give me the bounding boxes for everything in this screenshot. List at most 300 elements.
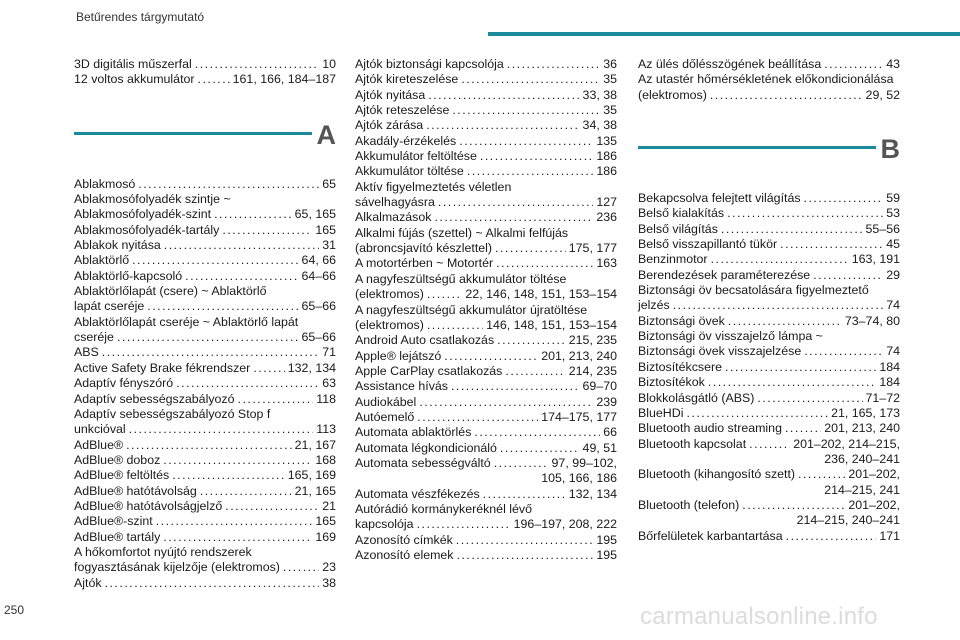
index-entry [74,361,336,376]
index-entry-row [355,118,617,133]
index-entry-page: 169 [315,529,336,544]
dot-leader [727,206,883,221]
index-entry [355,441,617,456]
dot-leader [496,256,593,271]
dot-leader [163,453,312,468]
index-entry-label: (elektromos) [355,317,424,332]
dot-leader [495,241,566,256]
index-entry-label: Bluetooth (telefon) [638,497,740,512]
dot-leader [721,222,863,237]
index-entry-label: Bluetooth (kihangosító szett) [638,467,796,482]
index-entry-page: 38 [322,575,336,590]
dot-leader [461,72,600,87]
dot-leader [708,375,877,390]
dot-leader [105,576,320,591]
index-entry-line: A nagyfeszültségű akkumulátor töltése [355,271,567,286]
index-entry-label: Benzinmotor [638,252,708,267]
index-entry-row [638,57,900,72]
index-entry-row [638,375,900,390]
index-entry-line: Az utastér hőmérsékletének előkondicionálása [638,72,894,87]
dot-leader [497,333,566,348]
index-entry [355,333,617,348]
index-entry [74,238,336,253]
index-entry-page: 174–175, 177 [541,409,617,424]
index-entry [74,576,336,591]
index-entry [638,406,900,421]
index-entry-page: 132, 134 [568,486,617,501]
index-entry-label: Automata vészfékezés [355,486,480,501]
index-entry-label: Akadály-érzékelés [355,133,457,148]
index-entry-page: 118 [316,391,336,406]
index-entry [355,410,617,425]
index-entry-row [74,530,336,545]
index-entry-line: Aktív figyelmeztetés véletlen [355,179,512,194]
index-entry-label: Ajtók kireteszelése [355,72,459,87]
dot-leader [459,134,593,149]
dot-leader [427,318,483,333]
dot-leader [780,237,883,252]
index-entry [355,210,617,225]
index-entry-label: fogyasztásának kijelzője (elektromos) [74,560,280,575]
dot-leader [138,177,319,192]
dot-leader [444,349,538,364]
index-entry [74,392,336,407]
index-entry-label: cseréje [74,330,114,345]
page-number: 250 [4,603,25,617]
dot-leader [742,498,845,513]
index-entry-row [638,467,900,482]
index-entry-label: Ablakok nyitása [74,238,161,253]
index-entry-page: 135 [596,133,617,148]
dot-leader [480,149,593,164]
index-entry [74,453,336,468]
index-entry-row [638,237,900,252]
index-entry-page: 171 [879,528,900,543]
index-entry-label: Ablaktörlő [74,253,130,268]
dot-leader [798,467,845,482]
index-entry-label: Belső kialakítás [638,206,725,221]
dot-leader [426,118,579,133]
index-entry-row [355,333,617,348]
dot-leader [494,456,549,471]
dot-leader [172,468,285,483]
index-entry-page: 201–202, [848,497,900,512]
index-entry [74,269,336,284]
index-entry-label: ABS [74,345,99,360]
index-entry [638,237,900,252]
dot-leader [195,57,319,72]
index-entry-page: 63 [322,376,336,391]
dot-leader [434,210,593,225]
index-entry-page: 33, 38 [582,87,617,102]
index-entry-page: 49, 51 [582,440,617,455]
index-entry-label: Biztosítékok [638,375,705,390]
index-entry-page: 74 [886,298,900,313]
index-group-col2 [355,57,617,563]
index-entry-label: AdBlue® hatótávolság [74,483,197,498]
header-title: Betűrendes tárgymutató [76,10,205,24]
index-entry [74,407,336,438]
index-entry-label: Ajtók zárása [355,118,424,133]
index-entry-page: 36 [603,57,617,71]
index-entry-row [355,256,617,271]
index-entry-row [74,330,336,345]
index-entry [74,57,336,72]
index-entry [355,256,617,271]
index-entry-row [355,517,617,532]
index-entry-label: AdBlue® doboz [74,452,161,467]
index-entry-row [74,361,336,376]
index-column-2 [355,57,617,563]
index-entry [74,192,336,223]
index-entry [355,272,617,303]
dot-leader [200,484,292,499]
dot-leader [198,72,230,87]
index-entry-label: jelzés [638,298,670,313]
index-entry-label: Ajtók nyitása [355,87,426,102]
index-entry-row [74,576,336,591]
index-entry-page: 186 [596,164,617,179]
dot-leader [438,195,593,210]
index-entry [638,529,900,544]
dot-leader [176,376,319,391]
dot-leader [824,57,883,72]
index-entry-page: 65–66 [301,330,336,345]
index-entry-row [355,487,617,502]
dot-leader [129,422,314,437]
index-entry [355,180,617,211]
dot-leader [483,487,566,502]
index-entry-label: sávelhagyásra [355,195,435,210]
index-entry-page: 10 [322,57,336,71]
dot-leader [253,361,284,376]
index-column-1 [74,57,336,591]
index-entry-row [355,210,617,225]
index-entry [74,499,336,514]
index-entry-page: 165 [315,222,336,237]
index-entry-row [355,395,617,410]
index-entry-line: Biztonsági öv becsatolására figyelmeztető [638,283,869,298]
index-entry-row [638,191,900,206]
index-entry [355,226,617,257]
index-entry-label: Belső világítás [638,221,718,236]
index-entry-label: Ajtók biztonsági kapcsolója [355,57,504,71]
dot-leader [728,314,842,329]
index-entry [355,502,617,533]
index-entry-row [638,437,900,452]
index-entry [638,375,900,390]
index-entry-row [355,364,617,379]
index-entry-page: 45 [886,237,900,252]
index-entry-page: 132, 134 [287,360,336,375]
index-entry-line: Ablaktörlőlapát (csere) ~ Ablaktörlő [74,284,267,299]
index-entry-row [638,206,900,221]
index-entry-page: 236 [596,210,617,225]
section-b-letter: B [880,134,900,165]
index-entry-page: 146, 148, 151, 153–154 [486,317,617,332]
index-entry [355,379,617,394]
index-group-col1-top [74,57,336,88]
dot-leader [500,441,580,456]
index-entry-row [74,484,336,499]
index-entry-page-continuation: 105, 166, 186 [541,471,617,486]
index-entry-row [638,88,900,103]
index-entry [74,545,336,576]
index-entry-page: 163 [596,256,617,271]
index-entry-label: Alkalmazások [355,210,432,225]
index-entry-row [355,533,617,548]
index-entry [74,177,336,192]
index-entry-page: 64–66 [301,268,336,283]
index-entry-row [355,88,617,103]
index-entry [355,303,617,334]
index-entry-row [74,253,336,268]
index-entry-page: 239 [596,394,617,409]
index-entry-label: Automata ablaktörlés [355,425,472,440]
index-entry-label: (elektromos) [638,87,707,102]
index-entry [638,329,900,360]
index-entry-line: Ablakmosófolyadék szintje ~ [74,192,231,207]
index-entry [638,360,900,375]
index-entry-page: 65 [322,176,336,191]
index-entry [638,421,900,436]
index-entry-page: 168 [315,452,336,467]
dot-leader [467,164,594,179]
dot-leader [427,287,463,302]
index-entry-label: Az ülés dőlésszögének beállítása [638,57,822,71]
dot-leader [786,529,877,544]
dot-leader [102,345,319,360]
index-entry [355,134,617,149]
dot-leader [457,548,594,563]
index-entry-row [355,72,617,87]
dot-leader [238,392,314,407]
dot-leader [417,517,511,532]
index-entry-row [74,499,336,514]
index-entry-page: 195 [596,548,617,562]
index-entry-page: 186 [596,149,617,164]
index-entry-label: Active Safety Brake fékrendszer [74,360,251,375]
dot-leader [452,103,600,118]
index-entry-row [74,238,336,253]
index-entry-page: 53 [886,206,900,221]
index-entry-line: Alkalmi fújás (szettel) ~ Alkalmi felfújás [355,225,569,240]
index-entry-page: 23 [322,560,336,575]
index-entry-label: Biztonsági övek [638,313,725,328]
dot-leader [225,499,319,514]
index-entry [638,191,900,206]
index-entry-row [355,410,617,425]
index-entry-row [74,438,336,453]
index-entry-row [74,57,336,72]
dot-leader [474,425,600,440]
dot-leader [749,437,790,452]
index-entry [355,72,617,87]
index-entry [74,345,336,360]
index-entry-row [74,514,336,529]
section-a-letter: A [316,119,336,150]
index-entry-row [638,268,900,283]
index-entry [355,57,617,72]
dot-leader [710,88,863,103]
index-entry-label: Ablaktörlő-kapcsoló [74,268,183,283]
index-entry-row [355,195,617,210]
index-entry-row [355,134,617,149]
index-entry-page: 29 [886,267,900,282]
index-entry-row [638,529,900,544]
dot-leader [785,421,821,436]
index-entry-row [74,560,336,575]
index-entry [355,364,617,379]
index-entry-row [74,422,336,437]
index-entry-row [355,425,617,440]
index-entry-label: Belső visszapillantó tükör [638,237,778,252]
index-entry-line: A nagyfeszültségű akkumulátor újratöltése [355,302,588,317]
dot-leader [686,406,828,421]
header-accent-bar [488,32,960,36]
dot-leader [164,238,319,253]
index-entry [638,206,900,221]
index-entry-row [355,164,617,179]
section-b-header [638,131,900,191]
dot-leader [185,269,298,284]
index-entry-row [638,360,900,375]
index-entry-page: 127 [596,195,617,210]
index-entry-label: Adaptív fényszóró [74,376,174,391]
index-entry [355,149,617,164]
index-entry-label: Biztosítékcsere [638,359,723,374]
index-entry [74,376,336,391]
index-entry-label: Assistance hívás [355,379,448,394]
index-group-col1-a [74,177,336,591]
index-entry-page: 184 [879,375,900,390]
index-entry [355,103,617,118]
index-entry-page: 97, 99–102, [551,455,617,470]
index-entry-label: Bluetooth audio streaming [638,421,782,436]
index-entry [638,283,900,314]
index-entry-row [74,468,336,483]
index-entry-label: AdBlue® tartály [74,529,161,544]
index-entry-label: 12 voltos akkumulátor [74,72,195,87]
index-entry [638,467,900,498]
index-group-col3-top [638,57,900,103]
index-entry-row [355,349,617,364]
index-entry-page: 71–72 [865,390,900,405]
index-entry-page: 184 [879,359,900,374]
index-entry-line: Autórádió kormánykeréknél lévő [355,501,533,516]
index-entry [355,548,617,563]
index-entry [638,222,900,237]
index-entry-page: 55–56 [865,221,900,236]
index-entry-label: Apple® lejátszó [355,348,442,363]
index-entry-row [355,149,617,164]
index-entry-page: 21, 167 [294,437,336,452]
index-entry [74,530,336,545]
index-entry [74,514,336,529]
index-entry-line: Adaptív sebességszabályozó Stop f [74,406,271,421]
dot-leader [147,299,298,314]
index-entry-page: 214, 235 [568,363,617,378]
section-a-header [74,117,336,177]
index-entry [74,438,336,453]
index-entry-page: 74 [886,344,900,359]
index-entry-page-continuation: 214–215, 241 [824,482,900,497]
dot-leader [456,533,594,548]
index-entry-label: AdBlue® [74,437,124,452]
index-entry-page: 215, 235 [568,333,617,348]
index-entry-page: 64, 66 [301,253,336,268]
index-entry-row [638,298,900,313]
index-entry-row [74,453,336,468]
index-entry [355,456,617,487]
index-entry [355,395,617,410]
index-entry-page: 165, 169 [287,468,336,483]
index-entry-label: Android Auto csatlakozás [355,333,495,348]
index-entry [638,57,900,72]
index-entry-page: 196–197, 208, 222 [513,517,617,532]
index-entry-label: Berendezések paraméterezése [638,267,811,282]
dot-leader [673,298,884,313]
index-entry [638,437,900,468]
index-entry-page: 35 [603,103,617,118]
index-entry-page: 66 [603,425,617,440]
index-entry-label: Bekapcsolva felejtett világítás [638,191,801,206]
index-entry-page: 165 [315,514,336,529]
dot-leader [804,191,884,206]
index-entry [74,315,336,346]
dot-leader [804,344,883,359]
index-entry-row [74,345,336,360]
index-entry-page: 31 [322,238,336,253]
index-entry-label: Ablakmosó [74,176,136,191]
index-entry-row [355,287,617,302]
index-entry [355,164,617,179]
index-entry-label: Automata sebességváltó [355,455,491,470]
index-entry [74,468,336,483]
index-entry-label: 3D digitális műszerfal [74,57,192,71]
dot-leader [117,330,299,345]
dot-leader [507,57,600,72]
index-entry-page: 65, 165 [294,207,336,222]
dot-leader [214,207,292,222]
index-entry-page: 34, 38 [582,118,617,133]
dot-leader [505,364,565,379]
index-entry-page: 201, 213, 240 [541,348,617,363]
dot-leader [132,253,298,268]
dot-leader [126,438,292,453]
dot-leader [156,514,313,529]
index-entry-page: 73–74, 80 [844,313,900,328]
index-entry [74,484,336,499]
index-entry-row [638,421,900,436]
index-entry [638,252,900,267]
index-entry-row [355,57,617,72]
index-entry-label: AdBlue®-szint [74,514,153,529]
index-entry-label: Automata légkondicionáló [355,440,497,455]
index-entry-line: Biztonsági öv visszajelző lámpa ~ [638,329,823,344]
index-entry [638,391,900,406]
index-entry-row [638,498,900,513]
index-entry-row [638,406,900,421]
dot-leader [725,360,876,375]
section-b-rule [638,146,876,149]
index-entry-page: 113 [316,422,336,437]
index-entry [355,349,617,364]
index-entry-label: Bluetooth kapcsolat [638,436,747,451]
index-entry-label: Akkumulátor feltöltése [355,149,477,164]
index-entry-label: unkcióval [74,422,126,437]
index-entry-row [638,222,900,237]
